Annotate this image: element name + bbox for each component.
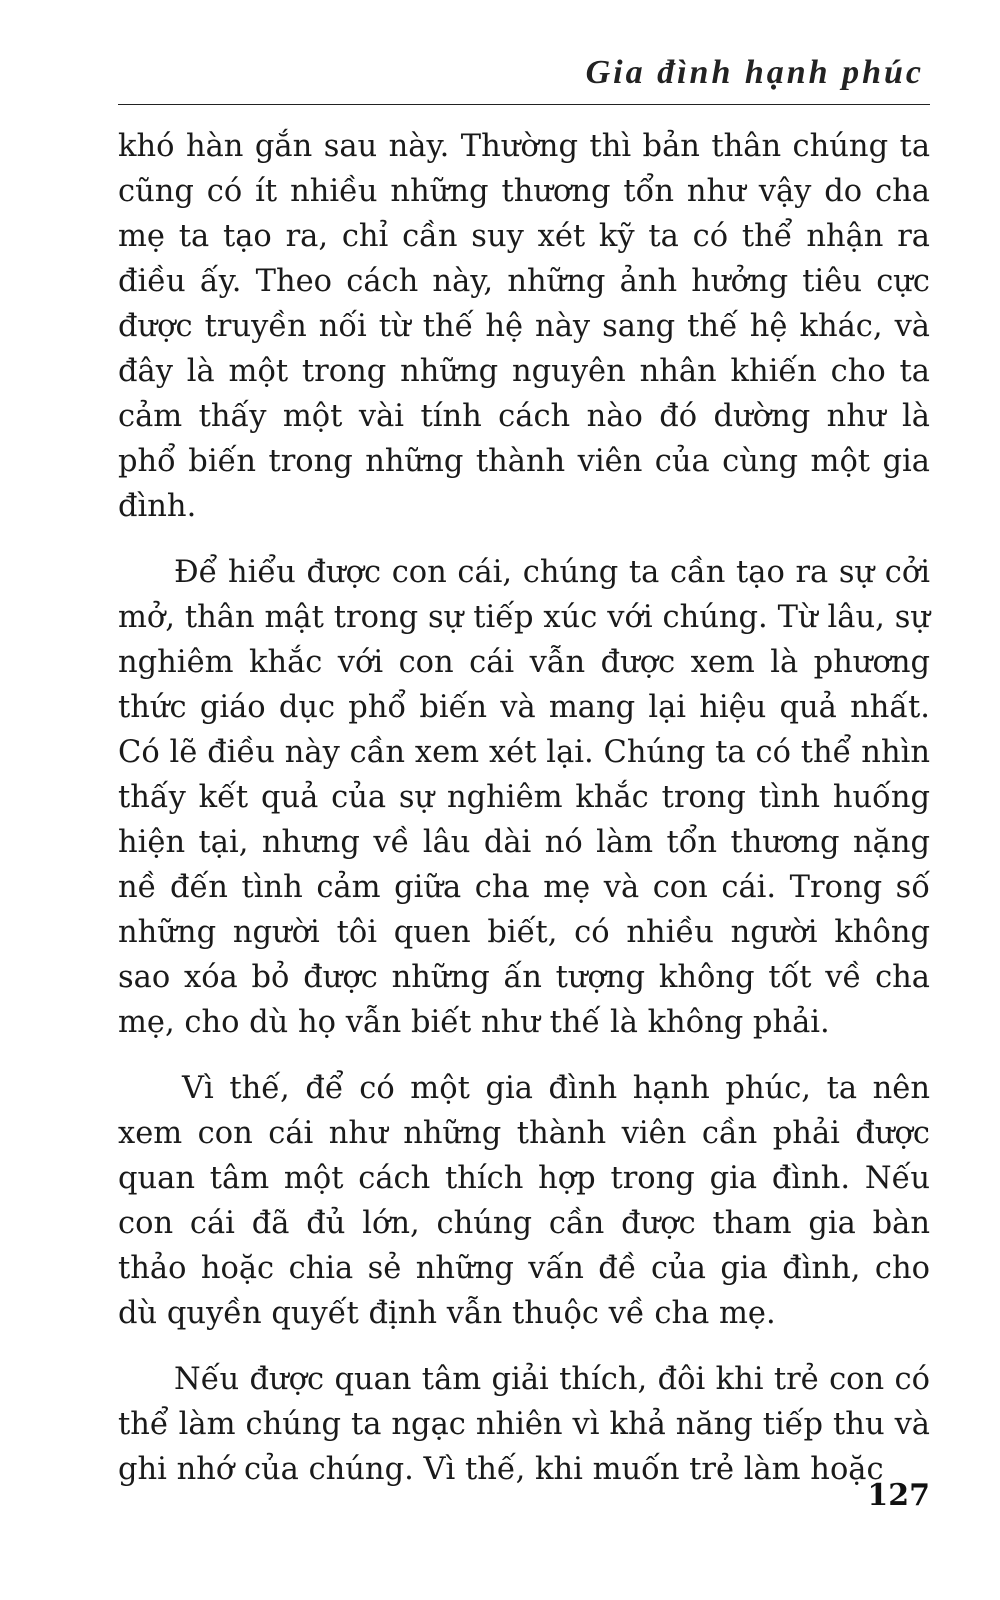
paragraph-4: Nếu được quan tâm giải thích, đôi khi trẻ con có thể làm chúng ta ngạc nhiên vì khả năng tiếp thu và ghi nhớ của chúng. Vì thế, khi muốn trẻ làm hoặc [118,1362,930,1487]
running-header [118,54,930,105]
page-number: 127 [867,1478,930,1513]
paragraph-3: Vì thế, để có một gia đình hạnh phúc, ta nên xem con cái như những thành viên cần phải được quan tâm một cách thích hợp trong gia đình. Nếu con cái đã đủ lớn, chúng cần được tham gia bàn thảo hoặc chia sẻ những vấn đề của gia đình, cho dù quyền quyết định vẫn thuộc về cha mẹ. [118,1071,930,1331]
running-title: Gia đình hạnh phúc [585,54,924,91]
paragraph-1: khó hàn gắn sau này. Thường thì bản thân chúng ta cũng có ít nhiều những thương tổn như vậy do cha mẹ ta tạo ra, chỉ cần suy xét kỹ ta có thể nhận ra điều ấy. Theo cách này, những ảnh hưởng tiêu cực được truyền nối từ thế hệ này sang thế hệ khác, và đây là một trong những nguyên nhân khiến cho ta cảm thấy một vài tính cách nào đó dường như là phổ biến trong những thành viên của cùng một gia đình. [118,129,930,524]
paragraph-2: Để hiểu được con cái, chúng ta cần tạo ra sự cởi mở, thân mật trong sự tiếp xúc với chúng. Từ lâu, sự nghiêm khắc với con cái vẫn được xem là phương thức giáo dục phổ biến và mang lại hiệu quả nhất. Có lẽ điều này cần xem xét lại. Chúng ta có thể nhìn thấy kết quả của sự nghiêm khắc trong tình huống hiện tại, nhưng về lâu dài nó làm tổn thương nặng nề đến tình cảm giữa cha mẹ và con cái. Trong số những người tôi quen biết, có nhiều người không sao xóa bỏ được những ấn tượng không tốt về cha mẹ, cho dù họ vẫn biết như thế là không phải. [118,555,930,1040]
body-text [118,124,930,1492]
